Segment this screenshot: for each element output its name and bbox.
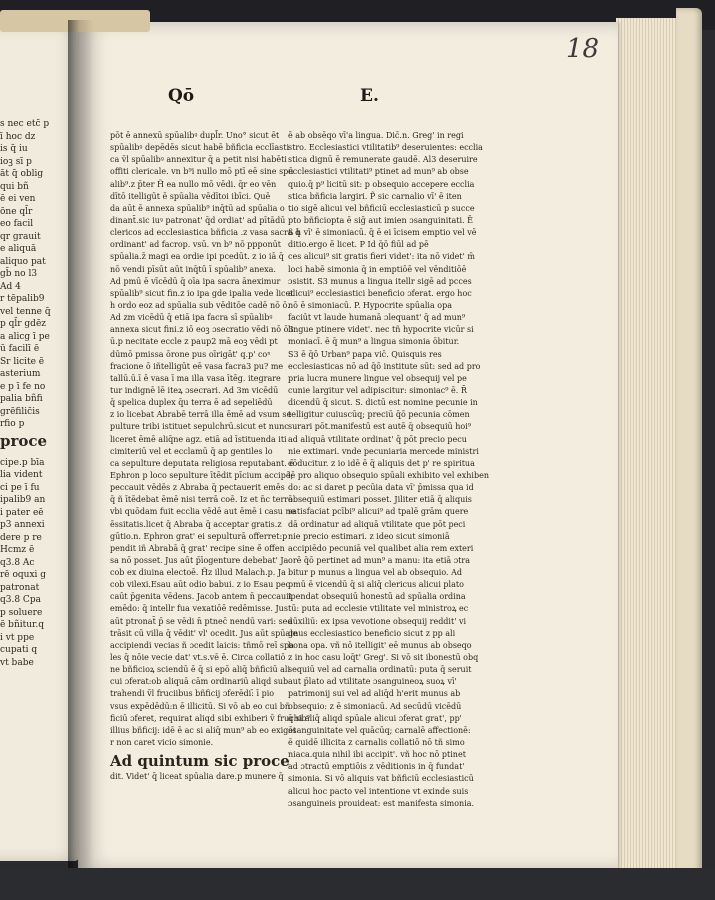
- text-line: spūalibꝰ depēdēs sicut habē bñficia ecclīasti: [110, 143, 289, 153]
- left-page-line: ōne ql̄r: [0, 206, 33, 217]
- left-page-line: q3.8 Cpa: [0, 595, 41, 605]
- text-line: lē pro aliquo obsequio spūali exhibito vel exhiben: [288, 470, 489, 480]
- gutter-shadow: [68, 20, 94, 870]
- text-line: aūt ptronat̄ p̄ se vēdi n̄ ptnec̄ nendū vari: sed: [110, 616, 293, 626]
- text-line: cui ɔferat:ob aliquā cām ordinariū aliqd sub: [110, 677, 289, 687]
- text-column-left: [110, 130, 310, 783]
- text-line: alicui⁹ ecclesiastici beneficio ɔferat. ergo hoc: [288, 288, 472, 298]
- text-line: orē q̄ō pertinet ad mun⁹ a manu: ita etiā ɔtra: [288, 555, 470, 565]
- text-line: fracione ō iñtelligūt eē vasa facra3 pu? me: [110, 361, 284, 371]
- left-page-line: e aliquā: [0, 244, 37, 254]
- text-line: S3 ē q̄ō Urban⁹ papa vic̄. Quisquis res: [288, 349, 442, 359]
- text-line: dītō itelligūt ē spūalia vēdītoi ibīci. Quē: [110, 191, 271, 201]
- text-line: aūxiliū: ex ipsa vevotione obsequij reddit' vi: [288, 616, 467, 626]
- text-line: sequiū vel ad carnalia ordinatū: puta q̄ seruit: [288, 665, 472, 675]
- left-page-line: ē ei ven: [0, 194, 36, 204]
- text-line: ß h vī' ē simoniacū. q̄ ē ei īcisem emptio vel vē: [288, 228, 477, 238]
- text-line: spūalib⁹ sicut fin.z io ipa gde ipalia vede licet: [110, 288, 294, 298]
- text-line: stro. Ecclesiastici vtilitatib⁹ deseruientes: ecclia: [288, 143, 483, 153]
- text-line: ɔsanguineis prouideat: est manifesta simonia.: [288, 798, 475, 808]
- left-page-line: vt babe: [0, 657, 34, 668]
- left-page-line: Hcmz ē: [0, 545, 35, 555]
- text-line: bitur p munus a lingua vel ab obsequio. Ad: [288, 568, 462, 578]
- text-line: alicui hoc pacto vel intentione vt exinde suis: [288, 786, 469, 796]
- text-line: trahendi v̄l fruciibus bñficij ɔferēdi:̄ ī pio: [110, 689, 275, 699]
- left-page-line: rē oquxi g: [0, 570, 47, 580]
- text-line: surari pōt.manifestū est autē q̄ obsequiū hoi⁹: [288, 422, 471, 432]
- text-line: pria lucra munere lingue vel obsequij vel pe: [288, 373, 467, 383]
- text-line: do: ac si daret p pecūia data vī' p̄missa qua id: [288, 483, 474, 493]
- text-line: h ordo eoz ad spūalia sub vēditōe cadē nō ō.: [110, 300, 290, 310]
- text-line: pmū ē vicendū q̄ si aliq̄ clericus alicui plato: [288, 580, 464, 590]
- text-line: ū.p necitate eccle z paup2 mā eoꝫ vēdi pt: [110, 337, 278, 347]
- text-line: pulture tribi istituet sepulchrū.sicut et nunc: [110, 422, 289, 432]
- text-line: accipiēdo pecuniā vel qualibet alia rem exteri: [288, 543, 474, 553]
- text-line: nie extimari. vnde pecuniaria mercede ministri: [288, 446, 479, 456]
- text-line: les q̄ nōie vecie dat' vt.s.vē ē. Circa collatiō: [110, 653, 286, 663]
- left-page-line: p3 annexi: [0, 520, 45, 530]
- text-line: loci habē simonia q̄ in emptiōē vel vēnditiōē: [288, 264, 467, 274]
- text-line: Ad zm vicēdū q̄ etiā ipa facra sī spūalibꝰ: [110, 313, 273, 323]
- text-line: ca sepulture deputata religiosa reputabant. ē: [110, 458, 295, 468]
- text-line: vsus expēdēdū:n ē illicitū. Si vō ab eo cui bñ: [110, 701, 291, 711]
- text-line: emēdo: q̄ intellr fua vexatiōē redēmisse. Jus: [110, 604, 288, 614]
- text-line: bona opa. vñ nō itelligit' eē munus ab obseqo: [288, 640, 472, 650]
- cover-edge: [676, 8, 702, 886]
- text-line: dā ordinatur ad aliquā vtilitate que pōt peci: [288, 519, 466, 529]
- text-line: cōducitur. z io idē ē q̄ aliquis det p' re spiritua: [288, 458, 475, 468]
- text-line: ad aliquā vtilitate ordinat' q̄ pōt precio pecu: [288, 434, 467, 444]
- text-line: annexa sicut fini.z iō eoꝫ ɔsecratio vēdi nō ō3.: [110, 325, 297, 335]
- text-line: alib⁹.z p̄ter H̃ ea nullo mō vēdi. q̄r eo vēn: [110, 179, 277, 189]
- text-column-right: [288, 130, 489, 810]
- left-page-line: q3.8 Ac: [0, 557, 35, 568]
- text-line: ces alicui⁹ sit gratis fieri videt': ita nō videt' m̄: [288, 252, 475, 262]
- left-page-line: rfio p: [0, 419, 25, 429]
- text-line: faciūt vt laude humanā ɔlequant' q̄ ad mun⁹: [288, 313, 466, 323]
- left-page-line: qr grauit: [0, 231, 41, 242]
- left-page-line: vel tenne q̄: [0, 306, 51, 317]
- text-line: ca v̄l spūalibꝰ annexitur q̄ a petit nisi habēti: [110, 155, 287, 165]
- left-page-line: Sr licite ē: [0, 356, 45, 367]
- folio-number: 18: [566, 34, 600, 64]
- text-line: stica bñficia largiri. P̃ sic carnalio vī' ē iten: [288, 191, 462, 201]
- text-line: cob vilexi.Esau aūt odio babui. z io Esau pec: [110, 580, 291, 590]
- text-line: stica dignū ē remunerate gaudē. Al3 deseruire: [288, 155, 478, 165]
- left-page-line: a alicg ī pe: [0, 331, 50, 342]
- text-line: dicendū q̄ sicut. S. dictū est nomine pecunie in: [288, 398, 478, 408]
- left-page-line: s nec etc̄ p: [0, 119, 50, 129]
- text-line: ecclesiastici vtilitati⁹ ptinet ad mun⁹ ab obse: [288, 167, 469, 177]
- left-page-line: Ad 4: [0, 281, 21, 292]
- text-line: simonia. Si vō aliquis vat bñficiū ecclesiasticū: [288, 774, 474, 784]
- text-line: Ephron p loco sepulture ītēdit pīcium accipē;: [110, 470, 294, 480]
- text-line: ēssitatis.licet q̄ Abraba q̄ acceptar gratis.z: [110, 519, 282, 529]
- left-page-line: lia vident: [0, 470, 43, 480]
- text-line: dit. Videt' q̄ liceat spūalia dare.p munere q̄: [110, 772, 284, 782]
- text-line: ē ab obsēqo vī'a lingua. Dic̄.n. Greg' in regi: [288, 131, 464, 140]
- text-line: ditio.ergo ē licet. P Id q̄ō fiūl ad pē: [288, 240, 429, 250]
- text-line: peccauit vēdēs z Abraba q̄ pectauerit emēs: [110, 483, 285, 493]
- text-line: r non caret vicio simonie.: [110, 738, 214, 748]
- left-page-heading: proce: [0, 431, 48, 450]
- left-page-line: ipalib9 an: [0, 495, 46, 505]
- left-page-line: i pater eē: [0, 507, 44, 518]
- left-page-line: palia bñfi: [0, 394, 43, 404]
- left-page-line: i vt ppe: [0, 632, 35, 643]
- left-page-line: gb̄ no l3: [0, 269, 38, 279]
- text-line: sa nō posset. Jus aūt p̄īogenture debebat' Ja: [110, 555, 289, 565]
- left-page-line: asterium: [0, 369, 41, 379]
- text-line: trāsit cū villa q̄ vēdit' vl' ocedit. Jus aūt spūale: [110, 628, 298, 638]
- text-line: cunie largitur vel adipiscitur: simoniac⁹ ē. R̄: [288, 385, 467, 395]
- text-line: q̄ si aliq̄ aliqd spūale alicui ɔferat grat', pp': [288, 713, 462, 723]
- text-line: dūmō pmissa ōrone pus oīrigāt' q.p' coⁿ: [110, 349, 271, 359]
- left-page-line: e p ī fe no: [0, 381, 46, 392]
- text-line: ɔsistit. S3 munus a lingua itellr sigē ad pcces: [288, 276, 472, 286]
- text-line: ad ɔtractū emptiōis z vēditionis in q̄ fundat': [288, 762, 465, 772]
- text-line: gūtio.n. Ephron grat' ei sepulturā offerret:p: [110, 531, 288, 541]
- left-page-line: patronat: [0, 582, 40, 593]
- text-line: ɔsanguinitate vel quācūq; carnalē affectionē:: [288, 725, 471, 735]
- text-line: nō vendi pīsūt aūt inq̄tū ī spūalib⁹ anexa.: [110, 264, 276, 274]
- left-page-line: ci pe ī fu: [0, 482, 40, 493]
- left-page-line: p ql̄r gdēz: [0, 319, 47, 329]
- left-page-text: [0, 118, 51, 669]
- running-head-left: Qō: [168, 86, 195, 106]
- text-line: tur indignē lē iteꝝ ɔsecrari. Ad 3m vicēdū: [110, 385, 279, 395]
- text-line: patrimonij sui vel ad aliq̄d h'erit munus ab: [288, 689, 461, 699]
- text-line: ficiū ɔferet, requirat aliqd sibi exhiberi v̄ fruchib⁹: [110, 713, 310, 723]
- left-page-line: p soluere: [0, 607, 43, 618]
- text-line: lingue ptinere videt'. nec tñ hypocrite vicūr si: [288, 325, 474, 335]
- text-line: obsequio: z ē simoniacū. Ad secūdū vicēdū: [288, 701, 462, 711]
- left-page-line: grēfilic̄is: [0, 406, 40, 417]
- text-line: da aūt ē annexa spūalib⁹ inq̄tū ad spūalia o: [110, 203, 285, 213]
- text-line: telligitur cuiuscūq; preciū q̄ō pecunia cōmen: [288, 410, 470, 420]
- text-line: ordinant' ad facrop. vsū. vn b⁹ nō ppponūt: [110, 240, 282, 250]
- text-line: ipendat obsequiū honestū ad spūalia ordina: [288, 592, 466, 602]
- text-line: clericos ad ecclesiastica bñficia .z vasa sacra q̄: [110, 228, 301, 238]
- text-line: tallū.ū.ī ē vasa ī ma illa vasa ītēg. itegrare: [110, 373, 281, 383]
- text-line: z io licebat Abrabē terrā illa ēmē ad vsum se: [110, 410, 292, 420]
- left-page-line: qui bñ: [0, 181, 29, 192]
- left-page-line: cupati q: [0, 645, 38, 655]
- text-line: cob ex diuina electoē. H̃z illud Malach.p. Ja: [110, 568, 286, 578]
- text-line: tio sigē alicui vel bñficiū ecclesiasticū p succe: [288, 203, 475, 213]
- text-line: pōt ē annexū spūalibꝰ dupl̄r. Uno° sicut ēt: [110, 131, 280, 140]
- left-page-line: aliquo pat: [0, 256, 46, 267]
- text-line: pto bñficiopta ē siḡ aut imien ɔsanguinitati. Ē: [288, 215, 473, 225]
- text-line: offiti clericale. vn b⁹i nullo mō ptī eē sine spū: [110, 167, 294, 177]
- text-line: illius bñficij: idē ē ac si aliq̄ mun⁹ ab eo exigēt: [110, 725, 297, 735]
- text-line: q̄ spelica duplex q̄u terra ē ad sepeliēdū: [110, 398, 273, 408]
- text-line: vbi quōdam fuit ecclia vēdē aut ēmē i casu ne: [110, 507, 296, 517]
- left-page-line: ū facilī ē: [0, 344, 40, 354]
- left-page-line: āt q̄ oblig: [0, 169, 44, 179]
- text-line: niaca.quia nihil ibi accipit'. vñ hoc nō ptinet: [288, 750, 466, 760]
- text-line: ē quidē illicita z carnalis collatiō nō tñ simo: [288, 738, 465, 748]
- running-head-right: E.: [360, 86, 379, 106]
- background-bottom: [0, 868, 715, 900]
- text-line: gnus ecclesiastico beneficio sicut z pp ali: [288, 628, 456, 638]
- text-line: z in hoc casu loq̄t' Greg'. Si vō sit ibonestū obq: [288, 653, 479, 663]
- text-line: liceret ēmē aliq̄ne agz. etiā ad īstituenda iti: [110, 434, 287, 444]
- left-page-line: ē bñitur.q: [0, 620, 44, 630]
- text-line: cimiteriū vel et ecclamū q̄ ap gentiles lo: [110, 446, 273, 456]
- text-line: nie precio estimari. z ideo sicut simoniā: [288, 531, 450, 541]
- text-line: accipiendi vecias ñ ɔcedit laicis: tñmō reī spa: [110, 640, 294, 650]
- text-line: pendit iñ Abrabā q̄ grat' recipe sine ē̄ offen: [110, 543, 285, 553]
- text-line: obsequiū estimari posset. Jiliter etiā q̄ aliquis: [288, 495, 472, 505]
- left-page-line: ioꝫ sī p: [0, 156, 32, 167]
- section-heading: Ad quintum sic proce: [110, 752, 290, 771]
- text-line: aut p̄lato ad vtilitate ɔsanguineoꝝ suoꝝ vī': [288, 677, 457, 687]
- text-line: dinant̄.sic iuꝰ patronat' q̄d ordiat' ad pītādū: [110, 215, 286, 225]
- text-line: tū: puta ad ecclesie vtilitate vel ministroꝝ ec: [288, 604, 469, 614]
- left-page-line: eo facil: [0, 219, 34, 229]
- left-page-line: dere p re: [0, 532, 42, 543]
- left-page-line: ī hoc dz: [0, 131, 36, 142]
- text-line: ecclesiasticas nō ad q̄ō institute sūt: sed ad pro: [288, 361, 481, 371]
- text-line: q̄ ñ ītēdebat ēmē nisi terrā coē. Iz et n̄c terrā: [110, 495, 293, 505]
- text-line: ne bñficioꝝ sciendū ē q̄ si epō aliq̄ bñficiū ali: [110, 665, 291, 675]
- text-line: nō ē simoniacū. P. Hypocrite spūalia opa: [288, 300, 452, 310]
- text-line: quio.q̄ p⁹ licitū sit: p obsequio accepere ecclia: [288, 179, 475, 189]
- left-page-line: cipe.p bīa: [0, 457, 45, 468]
- left-page-line: is q̄ iu: [0, 144, 28, 154]
- text-line: spūalia.z̄ magi ea ordie ipi pcedūt. z io iā q̄: [110, 252, 284, 262]
- left-page-line: r tēpalib9: [0, 294, 45, 304]
- text-line: moniacī. ē q̄ mun⁹ a lingua simonia ōbitur.: [288, 337, 460, 347]
- text-line: satisfaciat pcībi⁹ alicui⁹ ad tpalē grām quere: [288, 507, 469, 517]
- text-line: caūt p̄genita vēdens. Jacob antem n̄ peccauit: [110, 592, 292, 602]
- text-line: Ad pmū ē vīcēdū q̄ oīa ipa sacra āneximur: [110, 276, 281, 286]
